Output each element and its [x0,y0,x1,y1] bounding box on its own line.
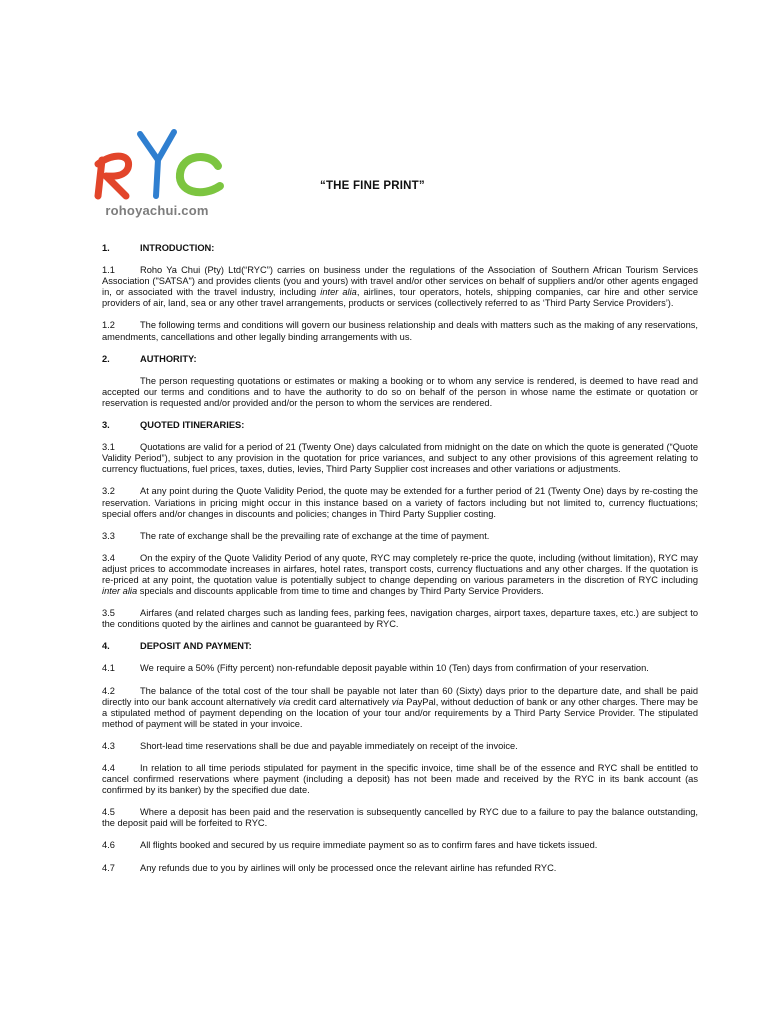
clause-number: 3.4 [102,552,115,563]
clause-paragraph [102,763,698,796]
clause-number: 4.2 [102,685,115,696]
document-body [102,243,698,885]
clause-paragraph [102,807,698,829]
section-number: 3. [102,420,110,431]
clause-paragraph [102,442,698,475]
clause-number: 3.1 [102,442,115,453]
section-title: AUTHORITY: [140,353,197,364]
clause-text: The person requesting quotations or estimates or making a booking or to whom any service is rendered, is deemed to have read and accepted our terms and conditions and to have the authority to do so on behalf of the person in whose name the estimate or quotation or reservation is requested and/or provided and/or the person to whom the services are rendered. [102,375,698,408]
clause-text: PayPal, without deduction of bank or any other charges. There may be a stipulated method of payment depending on the location of your tour and/or requirements by a Third Party Service Provider. The stipulated method of payment will be stated in your invoice. [102,696,699,729]
clause-text: Any refunds due to you by airlines will only be processed once the relevant airline has refunded RYC. [140,862,557,873]
clause-paragraph [102,608,698,630]
clause-text: credit card alternatively [290,696,392,707]
document-title: “THE FINE PRINT” [320,180,425,192]
clause-paragraph [102,376,698,409]
clause-paragraph [102,486,698,519]
clause-text: Where a deposit has been paid and the reservation is subsequently cancelled by RYC due to a failure to pay the balance outstanding, the deposit paid will be forfeited to RYC. [102,807,698,829]
clause-number: 4.3 [102,740,115,751]
section-heading [102,420,698,431]
section-number: 2. [102,353,110,364]
clause-text-italic: via [278,696,291,707]
clause-text: Quotations are valid for a period of 21 (Twenty One) days calculated from midnight on the date on which the quote is generated (“Quote Validity Period”), subject to any provision in the quotation for price variances, and subject to any other provisions of this agreement relating to currency fluctuations, fuel prices, taxes, duties, levies, Third Party Supplier cost increases and other variations or adjustments. [102,442,698,475]
clause-paragraph [102,553,698,597]
clause-paragraph [102,320,698,342]
clause-text: We require a 50% (Fifty percent) non-refundable deposit payable within 10 (Ten) days from confirmation of your reservation. [140,663,649,674]
section-heading [102,641,698,652]
clause-paragraph [102,265,698,309]
section-title: DEPOSIT AND PAYMENT: [140,641,252,652]
logo-letter-r [98,156,129,196]
clause-paragraph [102,863,698,874]
clause-text: Airfares (and related charges such as landing fees, parking fees, navigation charges, airport taxes, departure taxes, etc.) are subject to the conditions quoted by the airlines and cannot be guaranteed by RYC. [102,608,698,630]
clause-text: , airlines, tour operators, hotels, shipping companies, car hire and other service providers of air, land, sea or any other travel arrangements, products or services (collectively referred to as ‘Third Party Service Providers’). [102,287,699,309]
clause-text: On the expiry of the Quote Validity Period of any quote, RYC may completely re-price the quote, including (without limitation), RYC may adjust prices to accommodate increases in airfares, hotel rates, transport costs, currency fluctuations and any other charges. If the quotation is re-priced at any point, the quotation value is potentially subject to change depending on various parameters in the discretion of RYC including [102,552,698,585]
clause-number: 4.7 [102,862,115,873]
clause-number: 1.2 [102,320,115,331]
clause-text-italic: inter alia [102,586,138,597]
section-title: QUOTED ITINERARIES: [140,420,245,431]
section-heading [102,243,698,254]
clause-text: At any point during the Quote Validity Period, the quote may be extended for a further period of 21 (Twenty One) days by re-costing the reservation. Variations in pricing might occur in this instance based on a variety of factors including but not limited to, currency fluctuations; special offers and/or changes in discounts and policies; changes in Third Party Supplier costing. [102,486,698,519]
ryc-logo [92,126,228,218]
clause-text: The rate of exchange shall be the prevailing rate of exchange at the time of payment. [140,530,490,541]
clause-text: Roho Ya Chui (Pty) Ltd(“RYC”) carries on business under the regulations of the Association of Southern African Tourism Services Association ("SATSA") and provides clients (you and yours) with travel and/or other services on behalf of suppliers and/or other agents engaged in, or associated with the travel industry, including [102,265,698,298]
section-number: 1. [102,243,110,253]
section-heading [102,354,698,365]
clause-text-italic: via [391,696,404,707]
clause-text: specials and discounts applicable from time to time and changes by Third Party Service Providers. [137,586,544,597]
clause-paragraph [102,840,698,851]
clause-number: 3.3 [102,530,115,541]
clause-text-italic: inter alia [320,287,357,298]
clause-text: The balance of the total cost of the tour shall be payable not later than 60 (Sixty) days prior to the departure date, and shall be paid directly into our bank account alternatively [102,685,698,707]
clause-text: The following terms and conditions will govern our business relationship and deals with matters such as the making of any reservations, amendments, cancellations and other legally binding arrangements with us. [102,320,698,342]
clause-text: All flights booked and secured by us require immediate payment so as to confirm fares and have tickets issued. [140,840,598,851]
clause-paragraph [102,741,698,752]
logo-letter-y [140,132,174,196]
clause-number: 1.1 [102,265,115,276]
clause-paragraph [102,686,698,730]
section-number: 4. [102,641,110,652]
logo-letter-c [180,157,220,192]
clause-number: 3.5 [102,608,115,619]
clause-text: Short-lead time reservations shall be due and payable immediately on receipt of the invoice. [140,740,518,751]
ryc-logo-mark [92,126,228,202]
clause-number: 4.1 [102,663,115,674]
clause-paragraph [102,531,698,542]
clause-number: 3.2 [102,486,115,497]
clause-number: 4.4 [102,763,115,773]
clause-number: 4.5 [102,807,115,818]
clause-text: In relation to all time periods stipulated for payment in the specific invoice, time shall be of the essence and RYC shall be entitled to cancel confirmed reservations where payment (including a deposit) has not been made and received by the RYC in its bank account (as confirmed by its banker) by the specified due date. [102,763,698,796]
clause-paragraph [102,663,698,674]
clause-number: 4.6 [102,840,115,851]
logo-url: rohoyachui.com [105,203,209,218]
section-title: INTRODUCTION: [140,243,215,253]
